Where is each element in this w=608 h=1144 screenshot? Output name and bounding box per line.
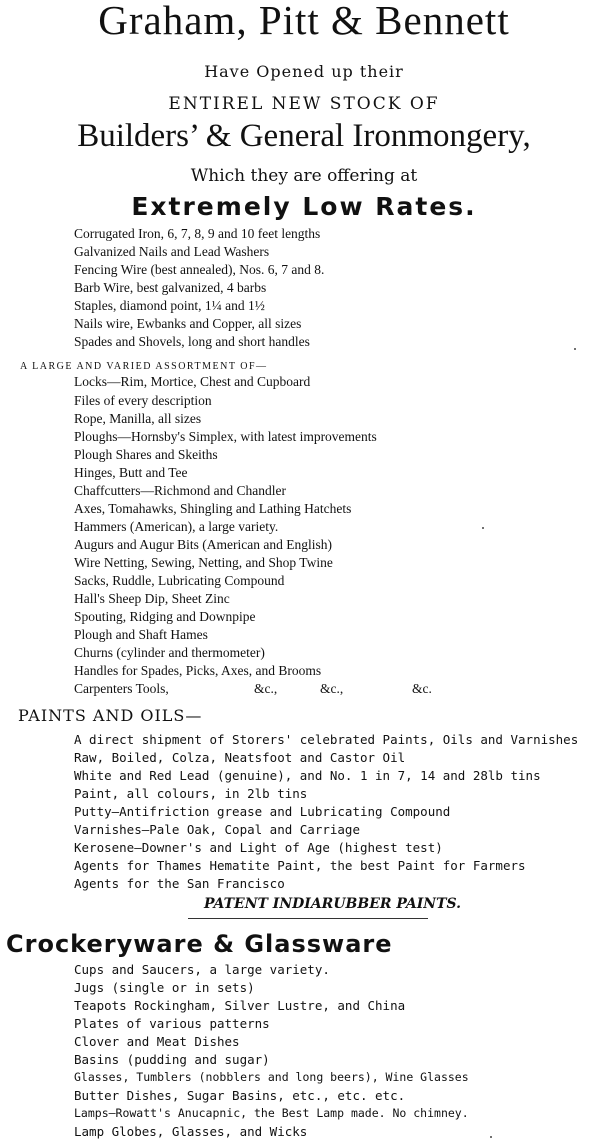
list-item: Plough Shares and Skeiths — [74, 447, 218, 462]
list-item: Fencing Wire (best annealed), Nos. 6, 7 and 8. — [74, 262, 325, 277]
list-item: Galvanized Nails and Lead Washers — [74, 244, 270, 259]
price-banner: Extremely Low Rates. — [131, 192, 477, 221]
list-item: Churns (cylinder and thermometer) — [74, 645, 265, 660]
list-item: Plates of various patterns — [74, 1016, 270, 1031]
print-speck — [482, 527, 484, 529]
list-item: Butter Dishes, Sugar Basins, etc., etc. etc. — [74, 1088, 406, 1103]
list-item: A direct shipment of Storers' celebrated Paints, Oils and Varnishes — [74, 732, 579, 747]
list-item: Spades and Shovels, long and short handles — [74, 334, 310, 349]
list-item: Handles for Spades, Picks, Axes, and Brooms — [74, 663, 322, 678]
list-item: Hall's Sheep Dip, Sheet Zinc — [74, 591, 230, 606]
list-item: Augurs and Augur Bits (American and English) — [74, 537, 332, 552]
assortment-heading: A LARGE AND VARIED ASSORTMENT OF— — [20, 361, 268, 372]
print-speck — [574, 348, 576, 350]
list-item: Rope, Manilla, all sizes — [74, 411, 202, 426]
carpenters-label: Carpenters Tools, — [74, 681, 169, 696]
list-item: White and Red Lead (genuine), and No. 1 in 7, 14 and 28lb tins — [74, 768, 541, 783]
patent-line: PATENT INDIARUBBER PAINTS. — [204, 896, 461, 912]
intro-line-1: Have Opened up their — [204, 62, 404, 81]
list-item: Clover and Meat Dishes — [74, 1034, 240, 1049]
list-item: Plough and Shaft Hames — [74, 627, 208, 642]
etc-mark: &c., — [254, 681, 278, 696]
list-item: Axes, Tomahawks, Shingling and Lathing Hatchets — [74, 501, 352, 516]
list-item: Varnishes—Pale Oak, Copal and Carriage — [74, 822, 360, 837]
list-item: Agents for Thames Hematite Paint, the best Paint for Farmers — [74, 858, 526, 873]
list-item: Putty—Antifriction grease and Lubricating Compound — [74, 804, 451, 819]
list-item: Sacks, Ruddle, Lubricating Compound — [74, 573, 285, 588]
list-item: Cups and Saucers, a large variety. — [74, 962, 330, 977]
list-item: Jugs (single or in sets) — [74, 980, 255, 995]
list-item: Kerosene—Downer's and Light of Age (highest test) — [74, 840, 443, 855]
list-item: Spouting, Ridging and Downpipe — [74, 609, 256, 624]
list-item: Hinges, Butt and Tee — [74, 465, 188, 480]
list-item: Hammers (American), a large variety. — [74, 519, 279, 534]
list-item: Lamps—Rowatt's Anucapnic, the Best Lamp made. No chimney. — [74, 1106, 469, 1120]
list-item: Raw, Boiled, Colza, Neatsfoot and Castor Oil — [74, 750, 406, 765]
paints-heading: PAINTS AND OILS— — [18, 706, 203, 725]
firm-name: Graham, Pitt & Bennett — [98, 0, 510, 43]
list-item: Files of every description — [74, 393, 212, 408]
list-item: Agents for the San Francisco — [74, 876, 285, 891]
list-item: Corrugated Iron, 6, 7, 8, 9 and 10 feet lengths — [74, 226, 321, 241]
etc-mark: &c., — [320, 681, 344, 696]
list-item: Wire Netting, Sewing, Netting, and Shop Twine — [74, 555, 333, 570]
list-item: Chaffcutters—Richmond and Chandler — [74, 483, 286, 498]
etc-mark: &c. — [412, 681, 432, 696]
list-item: Staples, diamond point, 1¼ and 1½ — [74, 298, 265, 313]
list-item: Teapots Rockingham, Silver Lustre, and China — [74, 998, 406, 1013]
list-item: Barb Wire, best galvanized, 4 barbs — [74, 280, 267, 295]
list-item: Ploughs—Hornsby's Simplex, with latest improvements — [74, 429, 377, 444]
crockery-heading: Crockeryware & Glassware — [6, 930, 393, 958]
list-item: Basins (pudding and sugar) — [74, 1052, 270, 1067]
carpenters-row — [74, 681, 594, 699]
list-item: Locks—Rim, Mortice, Chest and Cupboard — [74, 374, 311, 389]
intro-line-3: Which they are offering at — [190, 166, 418, 186]
print-speck — [490, 1136, 492, 1138]
list-item: Paint, all colours, in 2lb tins — [74, 786, 308, 801]
divider — [188, 918, 428, 919]
intro-line-2: ENTIREL NEW STOCK OF — [168, 94, 440, 114]
list-item: Lamp Globes, Glasses, and Wicks — [74, 1124, 308, 1139]
list-item: Glasses, Tumblers (nobblers and long beers), Wine Glasses — [74, 1070, 469, 1084]
list-item: Nails wire, Ewbanks and Copper, all sizes — [74, 316, 302, 331]
headline: Builders’ & General Ironmongery, — [77, 118, 531, 154]
